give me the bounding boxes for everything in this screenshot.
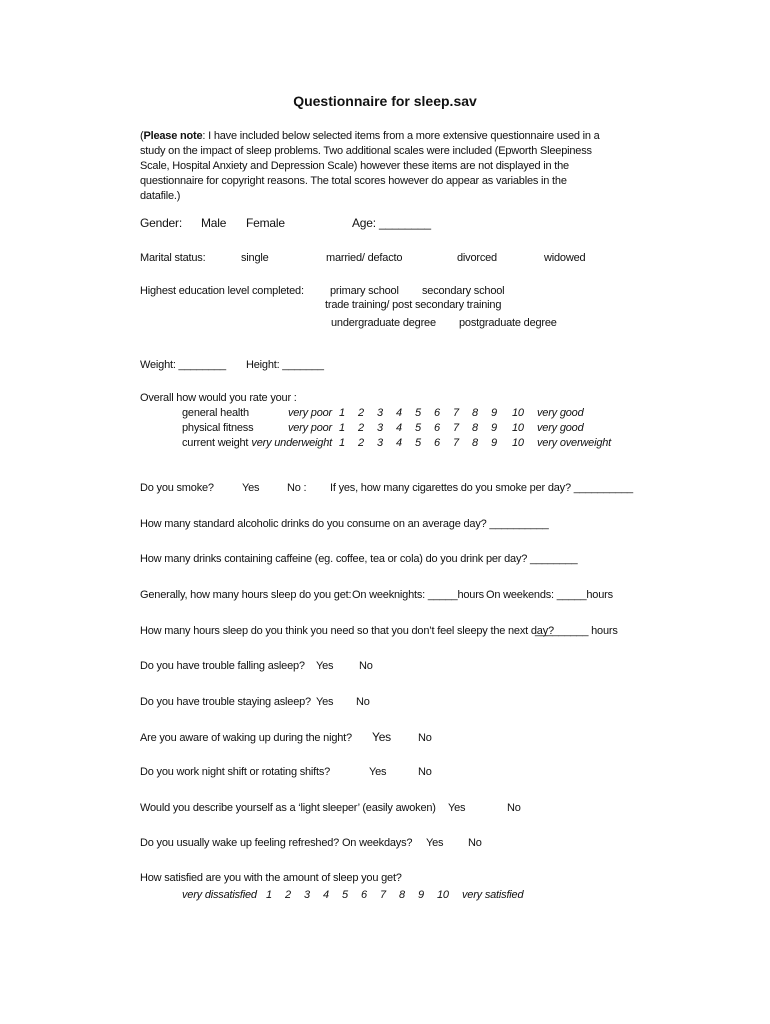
satisfied-low-anchor: very dissatisfied [182,889,257,901]
rating-number: 1 [339,422,345,434]
alcohol-question: How many standard alcoholic drinks do you consume on an average day? __________ [140,518,549,530]
education-secondary: secondary school [422,285,505,297]
rating-number: 2 [358,437,364,449]
yesno-question: Do you work night shift or rotating shifts? [140,766,331,778]
rating-number: 3 [377,437,383,449]
education-postgrad: postgraduate degree [459,317,557,329]
hours-weekends: On weekends: _____hours [486,589,613,601]
rating-number: 7 [453,437,459,449]
rating-number: 9 [491,437,497,449]
yesno-no: No [507,802,521,814]
yesno-no: No [418,732,432,744]
satisfied-number: 10 [437,889,449,901]
satisfied-number: 7 [380,889,386,901]
note-prefix: ( [140,130,144,142]
rating-number: 2 [358,407,364,419]
smoke-question: Do you smoke? [140,482,214,494]
rating-item: general health [182,407,249,419]
satisfied-number: 3 [304,889,310,901]
rating-number: 9 [491,407,497,419]
yesno-yes: Yes [316,696,334,708]
rating-number: 8 [472,422,478,434]
rating-low-anchor: very poor [287,407,332,419]
caffeine-question: How many drinks containing caffeine (eg. coffee, tea or cola) do you drink per day? ________ [140,553,578,565]
rating-number: 1 [339,437,345,449]
rating-item: current weight [182,437,249,449]
marital-label: Marital status: [140,252,206,264]
yesno-question: Do you usually wake up feeling refreshed? On weekdays? [140,837,413,849]
rating-number: 10 [512,437,524,449]
satisfied-number: 4 [323,889,329,901]
rating-question: Overall how would you rate your : [140,392,297,404]
satisfied-number: 9 [418,889,424,901]
rating-number: 4 [396,407,402,419]
note-text: : I have included below selected items from a more extensive questionnaire used in a study on the impact of sleep problems. Two additional scales were included (Epworth Sleepiness Scale, Hospital Anxiety and Depression Scale) however these items are not displayed in the questionnaire for copyright reasons. The total scores however do appear as variables in the datafile.) [140,130,600,202]
education-trade: trade training/ post secondary training [325,299,502,311]
marital-divorced: divorced [457,252,497,264]
height-field: Height: _______ [246,359,324,371]
need-question: How many hours sleep do you think you need so that you don’t feel sleepy the next day? [140,625,554,637]
rating-number: 1 [339,407,345,419]
satisfied-number: 5 [342,889,348,901]
rating-number: 5 [415,407,421,419]
smoke-yes: Yes [242,482,260,494]
yesno-yes: Yes [426,837,444,849]
rating-number: 3 [377,422,383,434]
rating-number: 2 [358,422,364,434]
satisfied-number: 6 [361,889,367,901]
rating-number: 10 [512,407,524,419]
rating-low-anchor: very underweight [251,437,332,449]
age-field: Age: ________ [352,216,431,230]
satisfied-number: 1 [266,889,272,901]
rating-number: 9 [491,422,497,434]
satisfied-number: 8 [399,889,405,901]
smoke-no: No : [287,482,307,494]
rating-number: 8 [472,437,478,449]
need-answer: _________ hours [535,625,618,637]
rating-number: 8 [472,407,478,419]
satisfied-number: 2 [285,889,291,901]
yesno-no: No [359,660,373,672]
gender-male: Male [201,216,227,230]
education-primary: primary school [330,285,399,297]
yesno-no: No [418,766,432,778]
rating-high-anchor: very good [537,407,584,419]
rating-number: 5 [415,422,421,434]
gender-label: Gender: [140,216,182,230]
marital-single: single [241,252,269,264]
yesno-yes: Yes [369,766,387,778]
smoke-followup: If yes, how many cigarettes do you smoke per day? __________ [330,482,633,494]
yesno-question: Do you have trouble staying asleep? [140,696,311,708]
satisfied-high-anchor: very satisfied [462,889,524,901]
yesno-question: Would you describe yourself as a ‘light sleeper’ (easily awoken) [140,802,436,814]
rating-number: 3 [377,407,383,419]
yesno-yes: Yes [372,730,391,744]
education-label: Highest education level completed: [140,285,304,297]
marital-widowed: widowed [544,252,586,264]
rating-number: 6 [434,407,440,419]
weight-field: Weight: ________ [140,359,226,371]
rating-number: 7 [453,407,459,419]
rating-number: 7 [453,422,459,434]
yesno-yes: Yes [448,802,466,814]
rating-item: physical fitness [182,422,254,434]
rating-low-anchor: very poor [287,422,332,434]
yesno-no: No [468,837,482,849]
rating-high-anchor: very overweight [537,437,612,449]
rating-number: 4 [396,422,402,434]
page-title: Questionnaire for sleep.sav [293,93,477,109]
note-paragraph [140,129,600,204]
yesno-no: No [356,696,370,708]
satisfied-question: How satisfied are you with the amount of sleep you get? [140,872,402,884]
hours-weeknights: On weeknights: _____hours [352,589,484,601]
yesno-question: Are you aware of waking up during the night? [140,732,352,744]
gender-female: Female [246,216,285,230]
rating-number: 10 [512,422,524,434]
education-undergrad: undergraduate degree [331,317,436,329]
marital-married: married/ defacto [326,252,403,264]
hours-question: Generally, how many hours sleep do you get: [140,589,352,601]
rating-number: 6 [434,422,440,434]
rating-number: 4 [396,437,402,449]
rating-number: 5 [415,437,421,449]
yesno-yes: Yes [316,660,334,672]
yesno-question: Do you have trouble falling asleep? [140,660,305,672]
rating-high-anchor: very good [537,422,584,434]
note-bold: Please note [143,130,203,142]
rating-number: 6 [434,437,440,449]
